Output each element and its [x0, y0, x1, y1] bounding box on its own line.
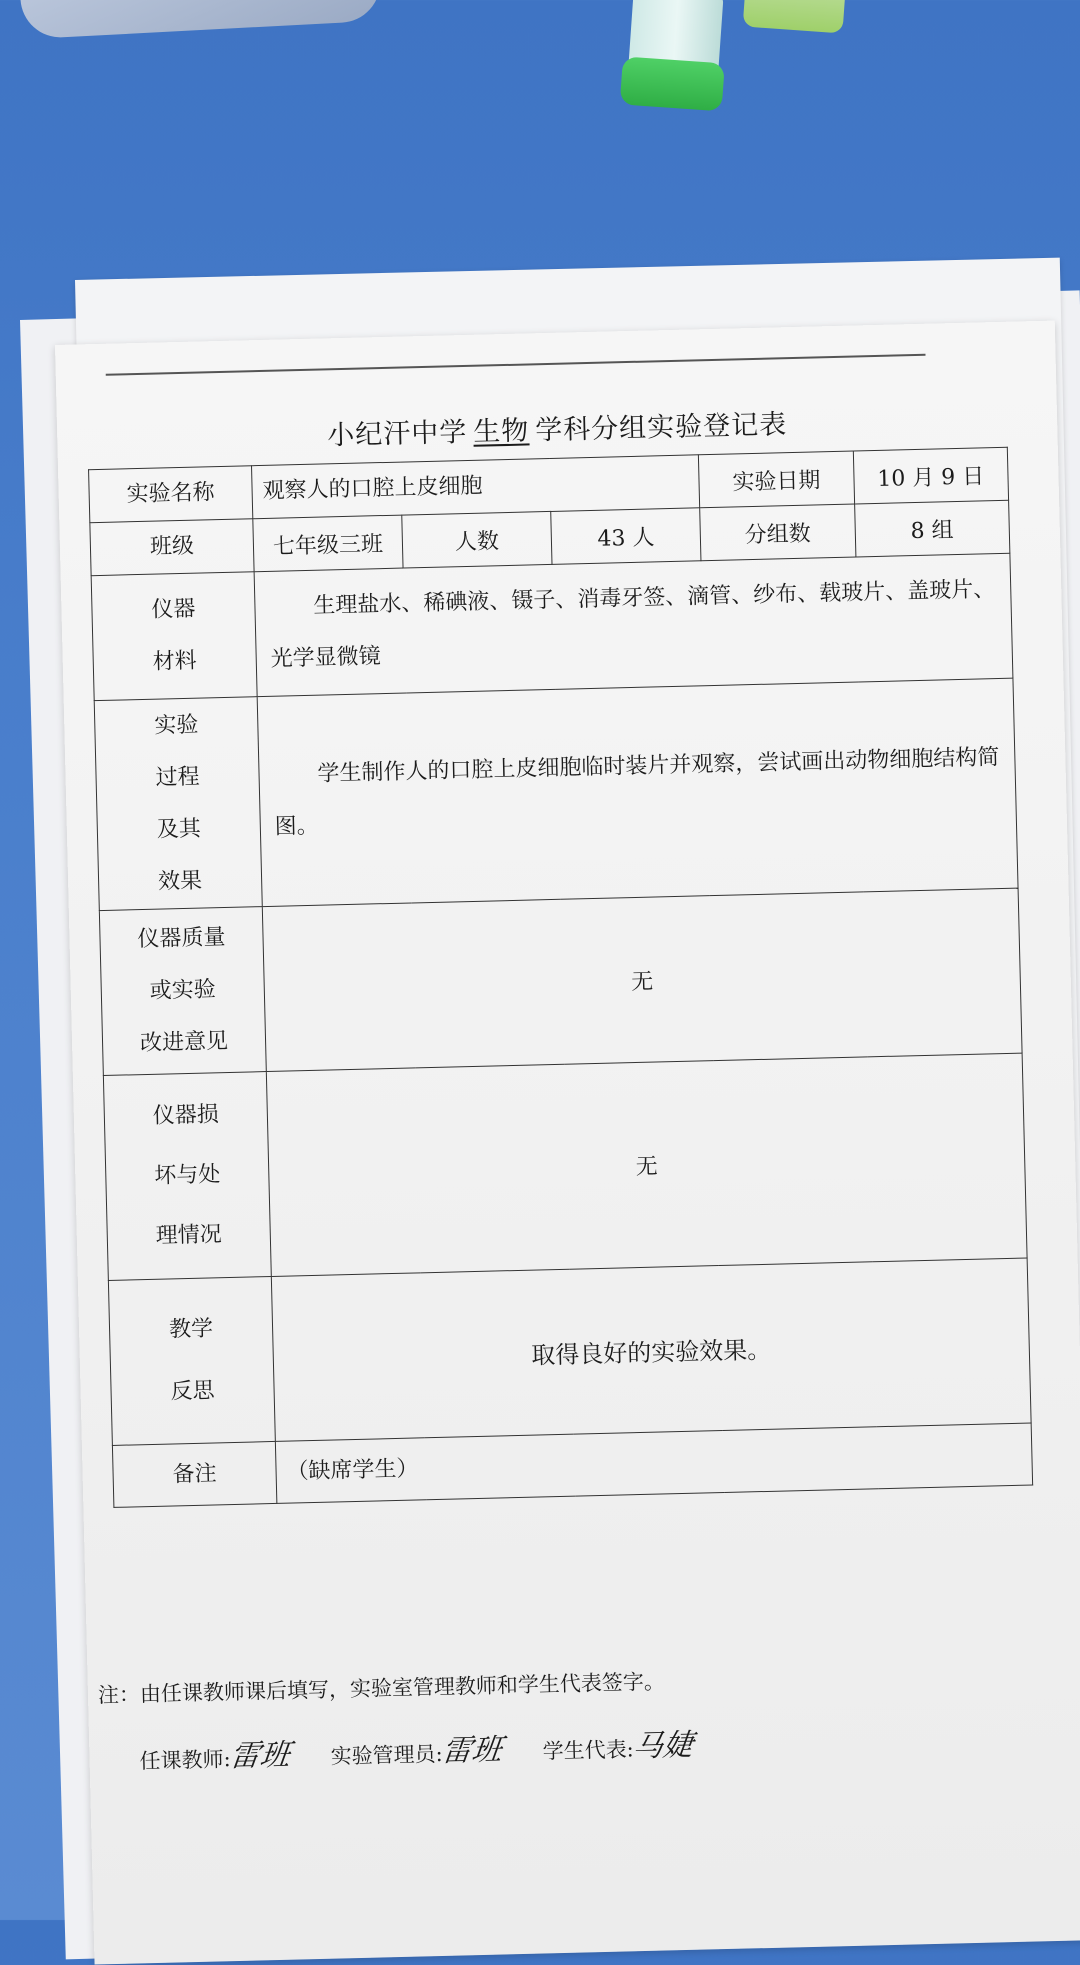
groups-label: 分组数 — [700, 504, 856, 561]
materials-label-line2: 材料 — [152, 648, 198, 675]
process-label-line4: 效果 — [157, 868, 203, 895]
student-signature: 马婕 — [631, 1727, 696, 1765]
quality-label-line2: 或实验 — [149, 977, 217, 1004]
teacher-signature: 雷班 — [228, 1737, 293, 1775]
reflection-label-line2: 反思 — [170, 1378, 215, 1405]
materials-value: 生理盐水、稀碘液、镊子、消毒牙签、滴管、纱布、载玻片、盖玻片、光学显微镜 — [254, 553, 1013, 696]
plastic-bag — [18, 0, 382, 39]
class-label: 班级 — [90, 519, 254, 576]
student-signature-block — [542, 1720, 694, 1768]
groups-value: 8 组 — [854, 500, 1010, 557]
tube-cap — [620, 56, 725, 111]
process-value: 学生制作人的口腔上皮细胞临时装片并观察，尝试画出动物细胞结构简图。 — [257, 678, 1018, 906]
headcount-label: 人数 — [402, 511, 552, 568]
class-value: 七年级三班 — [253, 515, 403, 572]
damage-label-line1: 仪器损 — [152, 1102, 220, 1129]
experiment-name-label: 实验名称 — [89, 466, 253, 523]
experiment-date-label: 实验日期 — [699, 451, 855, 508]
admin-signature: 雷班 — [440, 1732, 505, 1770]
registration-table — [88, 447, 1033, 1508]
table-row — [108, 1258, 1031, 1445]
quality-label-line3: 改进意见 — [139, 1028, 229, 1057]
process-label — [94, 697, 262, 911]
quality-label-line1: 仪器质量 — [137, 925, 226, 953]
title-subject: 生物 — [472, 415, 530, 448]
remarks-value: （缺席学生） — [275, 1423, 1032, 1503]
materials-label-line1: 仪器 — [151, 596, 196, 623]
remarks-label: 备注 — [112, 1441, 276, 1507]
title-prefix: 小纪汗中学 — [326, 416, 468, 452]
table-row — [91, 553, 1013, 700]
table-row — [99, 888, 1022, 1075]
reflection-value: 取得良好的实验效果。 — [271, 1258, 1031, 1441]
quality-label — [99, 907, 266, 1076]
quality-value: 无 — [262, 888, 1022, 1071]
damage-label-line2: 坏与处 — [153, 1162, 221, 1189]
materials-label — [91, 572, 257, 701]
admin-label: 实验管理员: — [330, 1741, 443, 1769]
process-label-line2: 过程 — [155, 764, 200, 791]
damage-label — [103, 1072, 271, 1281]
title-suffix: 学科分组实验登记表 — [534, 409, 788, 447]
table-row — [94, 678, 1018, 910]
registration-form-page — [55, 321, 1080, 1965]
signature-line — [139, 1720, 694, 1778]
teacher-label: 任课教师: — [139, 1747, 231, 1774]
admin-signature-block — [330, 1724, 503, 1772]
process-label-line3: 及其 — [156, 816, 202, 843]
student-label: 学生代表: — [542, 1737, 635, 1764]
damage-label-line3: 理情况 — [155, 1222, 223, 1249]
test-tube-2 — [743, 0, 848, 33]
experiment-date-value: 10 月 9 日 — [853, 447, 1009, 504]
process-label-line1: 实验 — [153, 712, 199, 739]
header-rule — [106, 354, 926, 376]
damage-value: 无 — [266, 1053, 1027, 1276]
footnote: 注：由任课教师课后填写，实验室管理教师和学生代表签字。 — [97, 1669, 666, 1708]
reflection-label-line1: 教学 — [168, 1316, 214, 1343]
reflection-label — [108, 1276, 275, 1445]
headcount-value: 43 人 — [551, 508, 701, 565]
teacher-signature-block — [139, 1730, 291, 1778]
experiment-name-value: 观察人的口腔上皮细胞 — [251, 455, 699, 519]
table-row — [103, 1053, 1027, 1280]
test-tube — [626, 0, 723, 103]
